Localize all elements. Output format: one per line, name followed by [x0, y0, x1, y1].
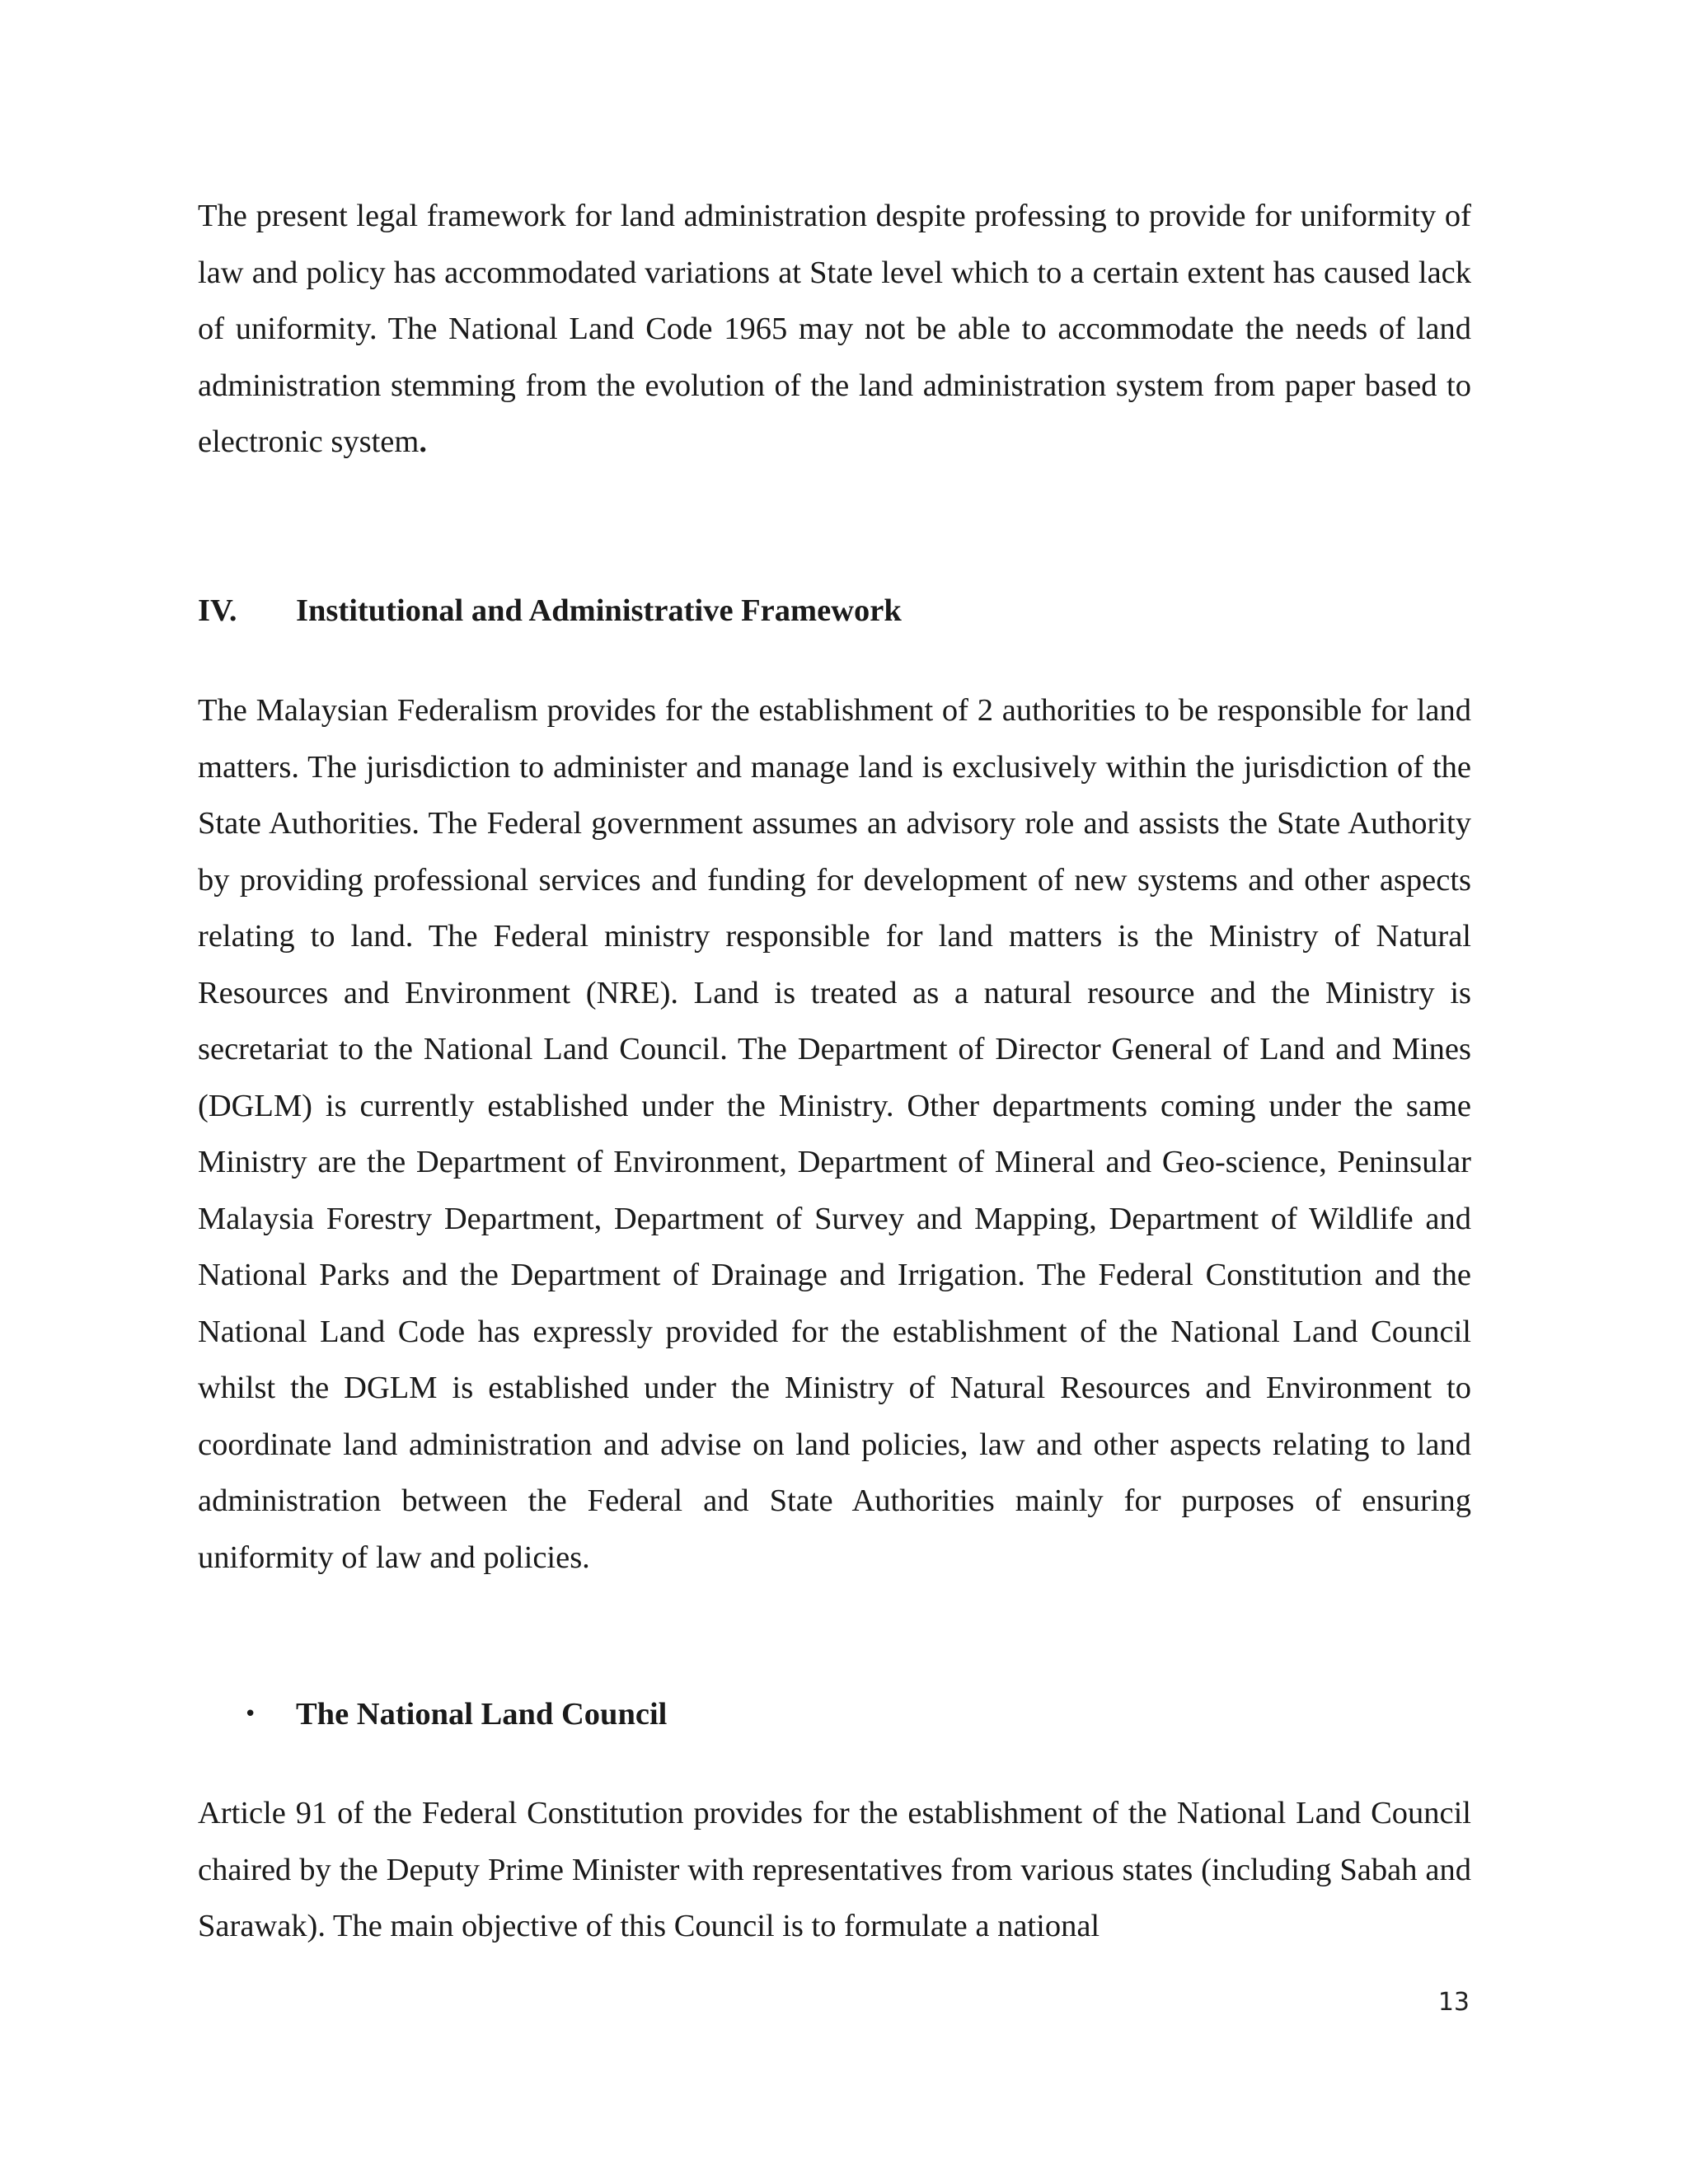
bullet-heading [244, 1686, 667, 1743]
section-heading [198, 583, 902, 640]
council-paragraph: Article 91 of the Federal Constitution provides for the establishment of the National Land Council chaired by the Deputy Prime Minister with representatives from various states (including Sabah and Sarawak). The main objective of this Council is to formulate a national [198, 1796, 1471, 1943]
page-number: 13 [1437, 1988, 1470, 2017]
intro-paragraph-text: The present legal framework for land administration despite professing to provide for uniformity of law and policy has accommodated variations at State level which to a certain extent has caused lack of uniformity. The National Land Code 1965 may not be able to accommodate the needs of land administration stemming from the evolution of the land administration system from paper based to electronic system [198, 199, 1471, 459]
section-heading-title: Institutional and Administrative Framework [296, 593, 902, 628]
bullet-heading-title: The National Land Council [296, 1697, 668, 1732]
section-heading-number: IV. [198, 593, 237, 628]
intro-paragraph-bold-period: . [419, 424, 427, 459]
intro-paragraph [198, 188, 1471, 471]
institutional-paragraph: The Malaysian Federalism provides for the establishment of 2 authorities to be responsible for land matters. The jurisdiction to administer and manage land is exclusively within the jurisdiction of the State Authorities. The Federal government assumes an advisory role and assists the State Authority by providing professional services and funding for development of new systems and other aspects relating to land. The Federal ministry responsible for land matters is the Ministry of Natural Resources and Environment (NRE). Land is treated as a natural resource and the Ministry is secretariat to the National Land Council. The Department of Director General of Land and Mines (DGLM) is currently established under the Ministry. Other departments coming under the same Ministry are the Department of Environment, Department of Mineral and Geo-science, Peninsular Malaysia Forestry Department, Department of Survey and Mapping, Department of Wildlife and National Parks and the Department of Drainage and Irrigation. The Federal Constitution and the National Land Code has expressly provided for the establishment of the National Land Council whilst the DGLM is established under the Ministry of Natural Resources and Environment to coordinate land administration and advise on land policies, law and other aspects relating to land administration between the Federal and State Authorities mainly for purposes of ensuring uniformity of law and policies. [198, 693, 1471, 1575]
bullet-icon: • [244, 1702, 257, 1727]
